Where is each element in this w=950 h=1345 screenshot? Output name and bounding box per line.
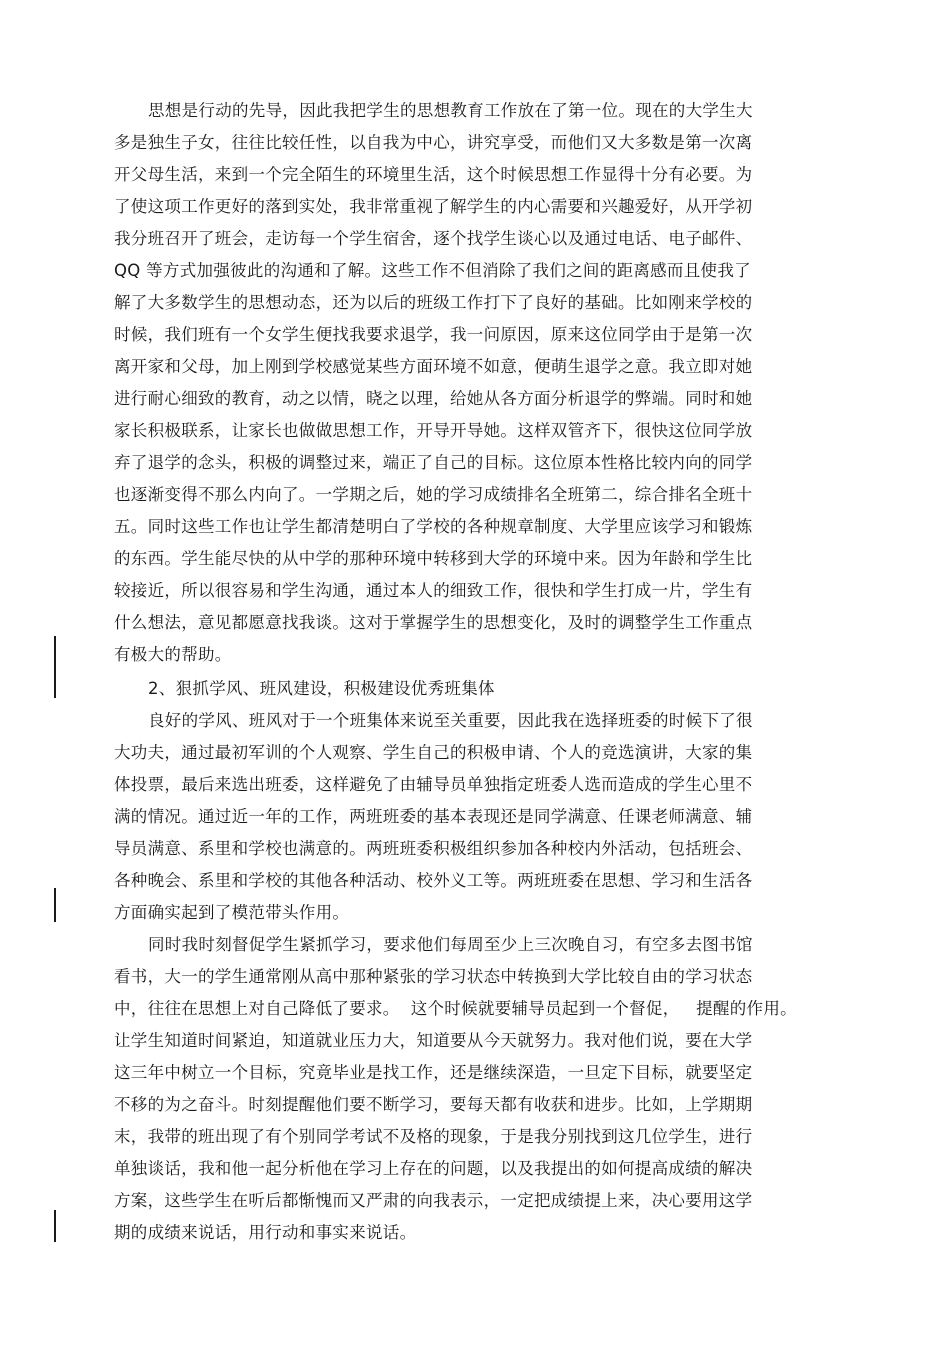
paragraph-line: 了使这项工作更好的落到实处，我非常重视了解学生的内心需要和兴趣爱好，从开学初 xyxy=(114,197,753,216)
paragraph-line: 家长积极联系，让家长也做做思想工作，开导开导她。这样双管齐下，很快这位同学放 xyxy=(114,421,753,440)
margin-revision-bar xyxy=(54,888,56,922)
paragraph-line: 体投票，最后来选出班委，这样避免了由辅导员单独指定班委人选而造成的学生心里不 xyxy=(114,775,753,794)
paragraph-line: 有极大的帮助。 xyxy=(114,645,232,664)
paragraph-line: 方面确实起到了模范带头作用。 xyxy=(114,903,350,922)
paragraph-line: 良好的学风、班风对于一个班集体来说至关重要，因此我在选择班委的时候下了很 xyxy=(148,711,753,730)
paragraph-line: 期的成绩来说话，用行动和事实来说话。 xyxy=(114,1223,417,1242)
paragraph-line: 进行耐心细致的教育，动之以情，晓之以理，给她从各方面分析退学的弊端。同时和她 xyxy=(114,389,753,408)
paragraph-line: 末，我带的班出现了有个别同学考试不及格的现象，于是我分别找到这几位学生，进行 xyxy=(114,1127,753,1146)
paragraph-line: 中，往往在思想上对自己降低了要求。 这个时候就要辅导员起到一个督促， 提醒的作用。 xyxy=(114,999,797,1018)
paragraph-line: 时候，我们班有一个女学生便找我要求退学，我一问原因，原来这位同学由于是第一次 xyxy=(114,325,753,344)
paragraph-line: 满的情况。通过近一年的工作，两班班委的基本表现还是同学满意、任课老师满意、辅 xyxy=(114,807,753,826)
paragraph-line: 不移的为之奋斗。时刻提醒他们要不断学习，要每天都有收获和进步。比如，上学期期 xyxy=(114,1095,753,1114)
paragraph-line: 大功夫，通过最初军训的个人观察、学生自己的积极申请、个人的竞选演讲，大家的集 xyxy=(114,743,753,762)
paragraph-line: 五。同时这些工作也让学生都清楚明白了学校的各种规章制度、大学里应该学习和锻炼 xyxy=(114,517,753,536)
paragraph-line: 方案，这些学生在听后都惭愧而又严肃的向我表示，一定把成绩提上来，决心要用这学 xyxy=(114,1191,753,1210)
paragraph-line: 的东西。学生能尽快的从中学的那种环境中转移到大学的环境中来。因为年龄和学生比 xyxy=(114,549,753,568)
paragraph-line: 同时我时刻督促学生紧抓学习，要求他们每周至少上三次晚自习，有空多去图书馆 xyxy=(148,935,753,954)
section-heading: 2、狠抓学风、班风建设，积极建设优秀班集体 xyxy=(148,679,495,698)
paragraph-line: 什么想法，意见都愿意找我谈。这对于掌握学生的思想变化，及时的调整学生工作重点 xyxy=(114,613,753,632)
paragraph-line: 较接近，所以很容易和学生沟通，通过本人的细致工作，很快和学生打成一片，学生有 xyxy=(114,581,753,600)
paragraph-line: 让学生知道时间紧迫，知道就业压力大，知道要从今天就努力。我对他们说，要在大学 xyxy=(114,1031,753,1050)
paragraph-line: 解了大多数学生的思想动态，还为以后的班级工作打下了良好的基础。比如刚来学校的 xyxy=(114,293,753,312)
paragraph-line: 各种晚会、系里和学校的其他各种活动、校外义工等。两班班委在思想、学习和生活各 xyxy=(114,871,753,890)
paragraph-line: 导员满意、系里和学校也满意的。两班班委积极组织参加各种校内外活动，包括班会、 xyxy=(114,839,753,858)
paragraph-line: 弃了退学的念头，积极的调整过来，端正了自己的目标。这位原本性格比较内向的同学 xyxy=(114,453,753,472)
paragraph-line: 这三年中树立一个目标，究竟毕业是找工作，还是继续深造，一旦定下目标，就要坚定 xyxy=(114,1063,753,1082)
paragraph-line: 单独谈话，我和他一起分析他在学习上存在的问题，以及我提出的如何提高成绩的解决 xyxy=(114,1159,753,1178)
margin-revision-bar xyxy=(54,1210,56,1242)
paragraph-line: 也逐渐变得不那么内向了。一学期之后，她的学习成绩排名全班第二，综合排名全班十 xyxy=(114,485,753,504)
paragraph-line: 多是独生子女，往往比较任性，以自我为中心，讲究享受，而他们又大多数是第一次离 xyxy=(114,133,753,152)
paragraph-line: 开父母生活，来到一个完全陌生的环境里生活，这个时候思想工作显得十分有必要。为 xyxy=(114,165,753,184)
paragraph-line: 看书，大一的学生通常刚从高中那种紧张的学习状态中转换到大学比较自由的学习状态 xyxy=(114,967,753,986)
paragraph-line: QQ 等方式加强彼此的沟通和了解。这些工作不但消除了我们之间的距离感而且使我了 xyxy=(114,261,751,280)
paragraph-line: 离开家和父母，加上刚到学校感觉某些方面环境不如意，便萌生退学之意。我立即对她 xyxy=(114,357,753,376)
paragraph-line: 我分班召开了班会，走访每一个学生宿舍，逐个找学生谈心以及通过电话、电子邮件、 xyxy=(114,229,753,248)
margin-revision-bar xyxy=(54,636,56,698)
paragraph-line: 思想是行动的先导，因此我把学生的思想教育工作放在了第一位。现在的大学生大 xyxy=(148,101,753,120)
